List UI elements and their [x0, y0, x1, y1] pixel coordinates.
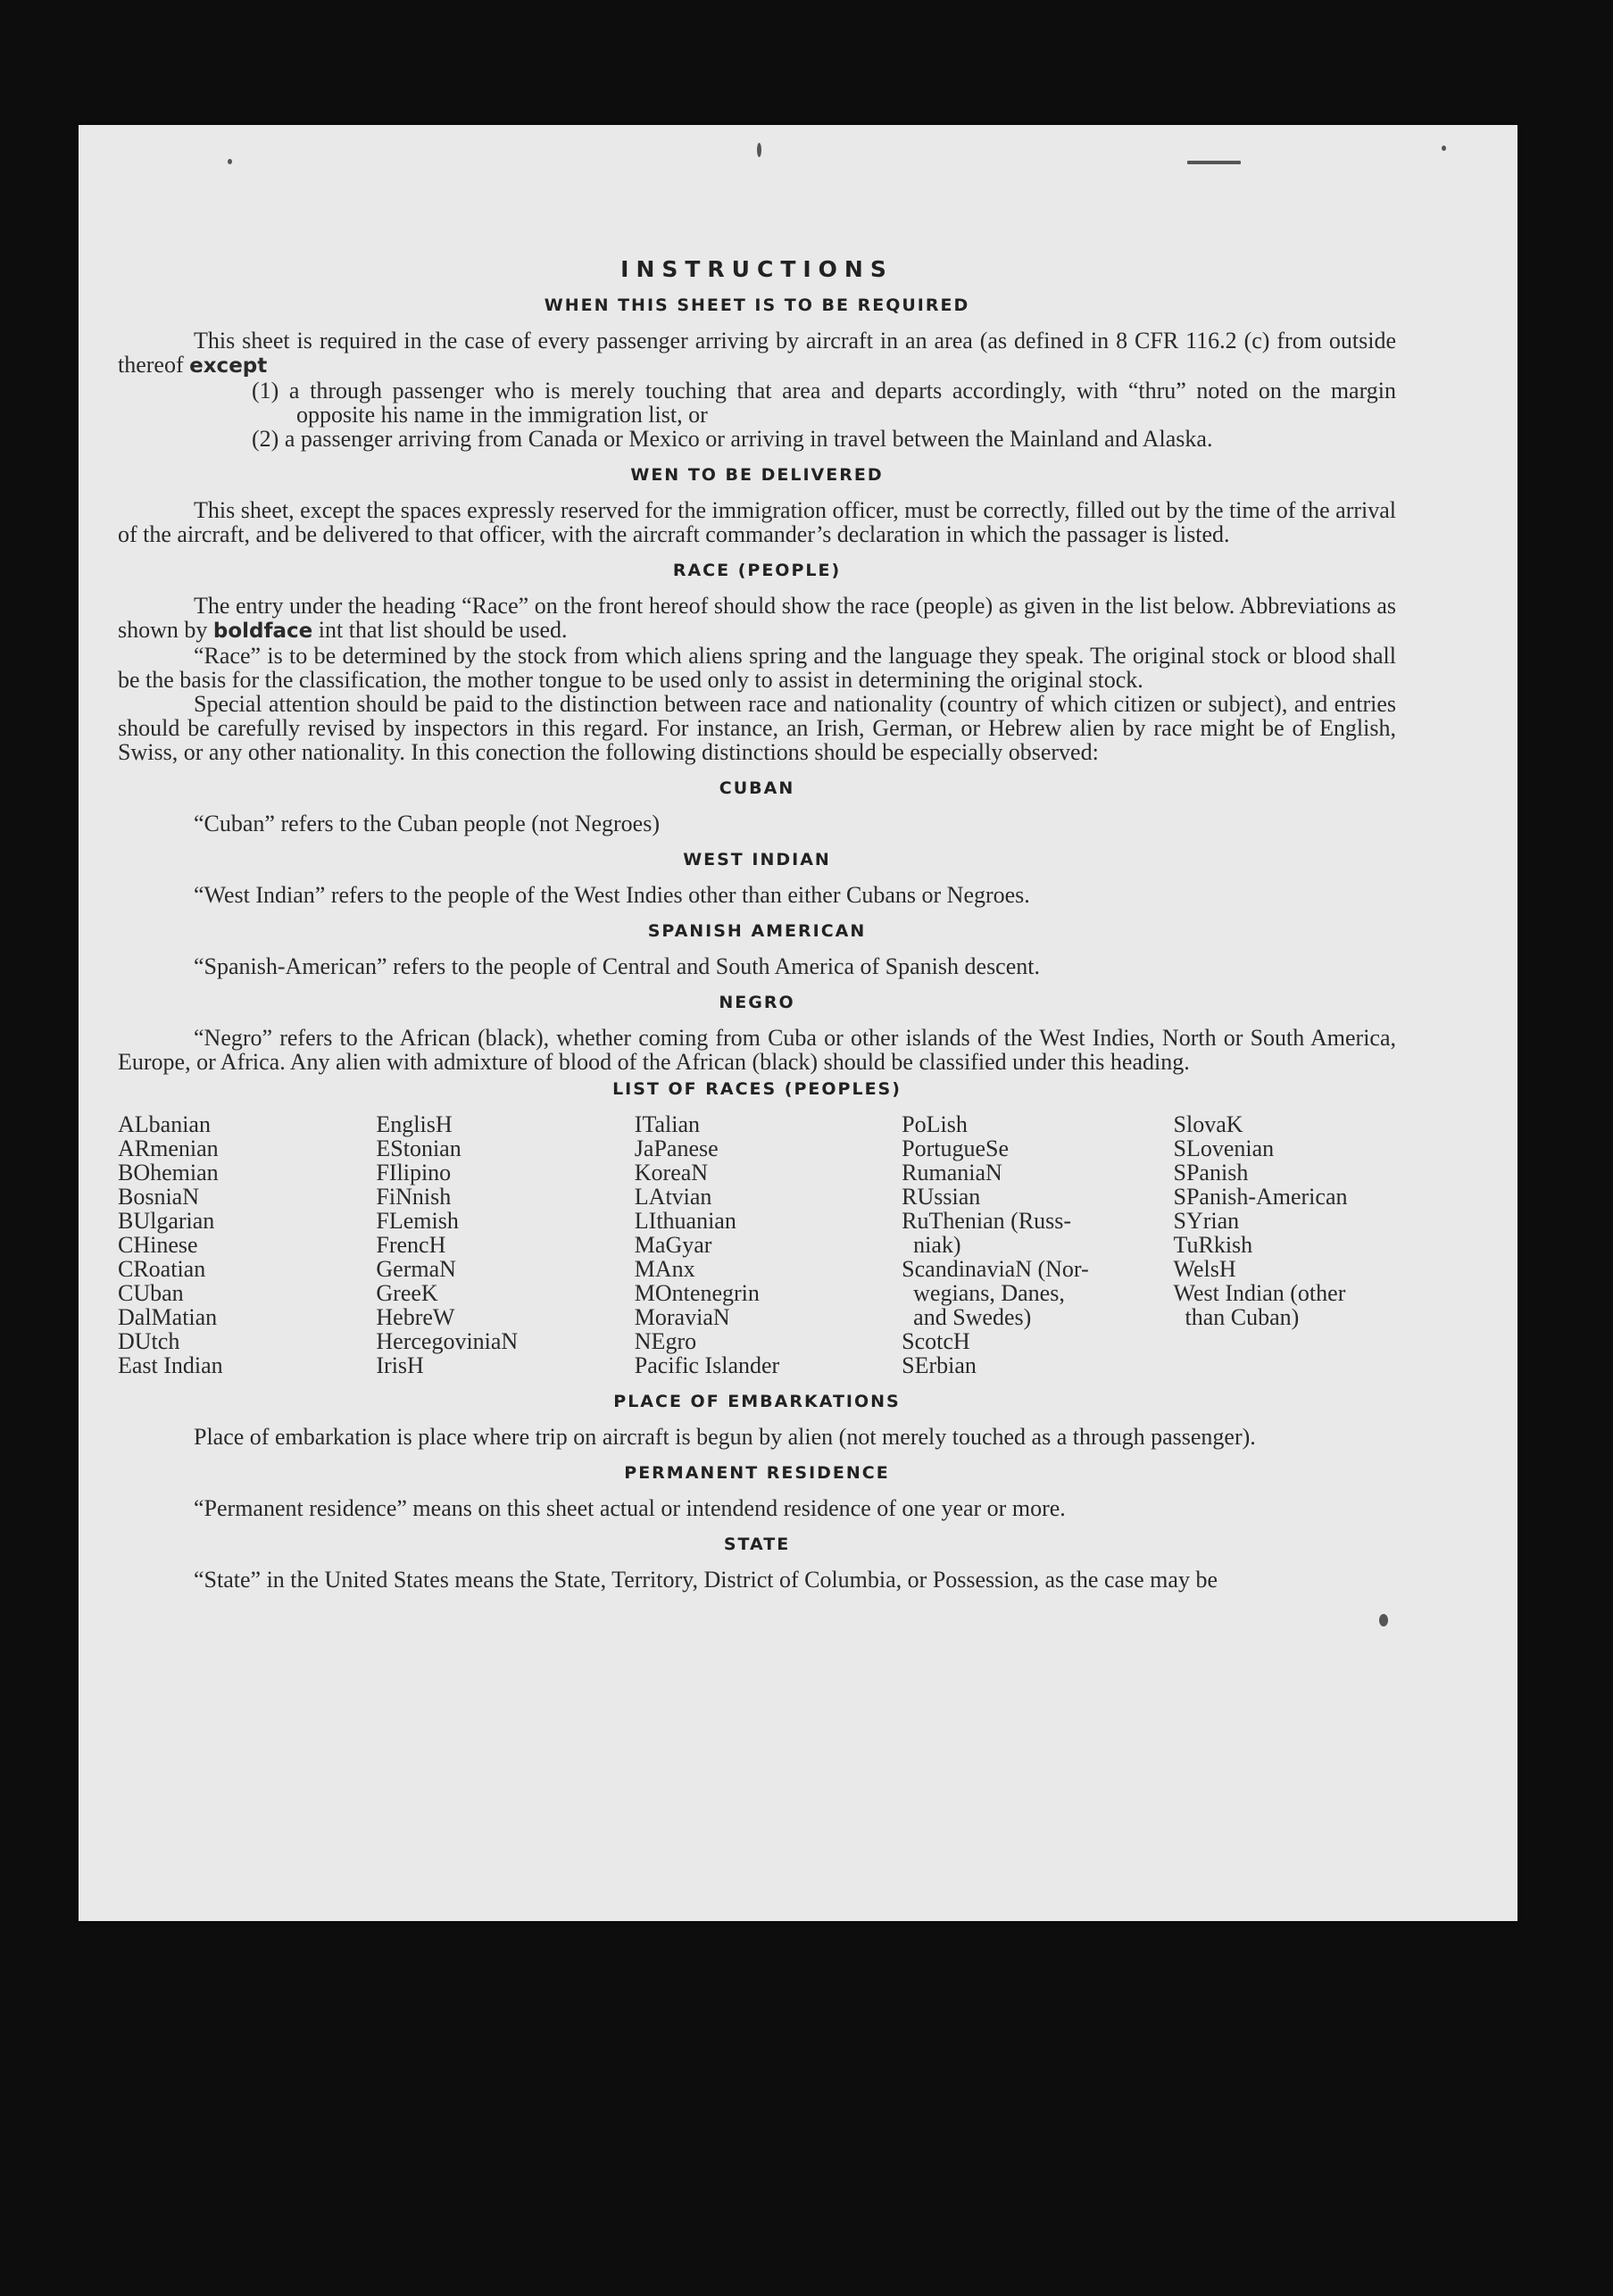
race-entry: DalMatian	[118, 1304, 218, 1330]
race-entry: SlovaK	[1173, 1111, 1243, 1137]
when-required-intro: This sheet is required in the case of every passenger arriving by aircraft in an area (as defined in 8 CFR 116.2 (c) from outside thereof except	[118, 328, 1396, 378]
race-entry: SYrian	[1173, 1208, 1240, 1234]
race-entry: West Indian (other	[1173, 1280, 1346, 1306]
race-entry: HercegoviniaN	[376, 1328, 519, 1354]
race-column-3	[635, 1112, 902, 1377]
race-entry: FrencH	[376, 1232, 446, 1258]
embarkation-text: Place of embarkation is place where trip on aircraft is begun by alien (not merely touched as a through passenger).	[194, 1424, 1256, 1450]
race-entry: BosniaN	[118, 1184, 199, 1210]
race-paragraph-2: “Race” is to be determined by the stock from which aliens spring and the language they speak. The original stock or blood shall be the basis for the classification, the mother tongue to be used only to assist in determining the original stock.	[118, 643, 1396, 693]
when-delivered-text: This sheet, except the spaces expressly reserved for the immigration officer, must be correctly, filled out by the time of the arrival of the aircraft, and be delivered to that officer, with the aircraft commander’s declaration in which the passager is listed.	[118, 497, 1396, 547]
race-entry: niak)	[902, 1232, 961, 1258]
boldface-emphasis: boldface	[212, 620, 313, 643]
race-entry: CRoatian	[118, 1256, 206, 1282]
heading-negro: NEGRO	[719, 993, 795, 1012]
race-entry: PortugueSe	[902, 1136, 1010, 1161]
race-entry: LAtvian	[634, 1184, 712, 1210]
race-entry: SPanish-American	[1173, 1184, 1348, 1210]
race-paragraph-1: The entry under the heading “Race” on the front hereof should show the race (people) as given in the list below. Abbreviations as shown by boldface int that list should be used.	[118, 593, 1396, 643]
document-title: INSTRUCTIONS	[620, 256, 894, 282]
scan-speck	[757, 143, 761, 157]
negro-text: “Negro” refers to the African (black), whether coming from Cuba or other islands of the West Indies, North or South America, Europe, or Africa. Any alien with admixture of blood of the African (black) should be classified under this heading.	[118, 1025, 1396, 1075]
race-entry: GermaN	[376, 1256, 456, 1282]
race-entry: NEgro	[634, 1328, 697, 1354]
race-entry: EnglisH	[376, 1111, 453, 1137]
race-entry: wegians, Danes,	[902, 1280, 1065, 1306]
race-entry: FLemish	[376, 1208, 459, 1234]
race-entry: PoLish	[902, 1111, 968, 1137]
heading-embarkation: PLACE OF EMBARKATIONS	[613, 1392, 901, 1411]
race-entry: MOntenegrin	[634, 1280, 760, 1306]
document-content	[118, 243, 1396, 1592]
race-entry: RuThenian (Russ-	[902, 1208, 1072, 1234]
permanent-residence-text: “Permanent residence” means on this sheet actual or intendend residence of one year or more.	[194, 1495, 1066, 1521]
cuban-text: “Cuban” refers to the Cuban people (not Negroes)	[194, 811, 660, 836]
west-indian-text: “West Indian” refers to the people of the West Indies other than either Cubans or Negroes.	[194, 882, 1030, 908]
state-text: “State” in the United States means the State, Territory, District of Columbia, or Possession, as the case may be	[194, 1567, 1218, 1593]
race-entry: MaGyar	[634, 1232, 712, 1258]
spanish-american-text: “Spanish-American” refers to the people of Central and South America of Spanish descent.	[194, 953, 1040, 979]
race-entry: SPanish	[1173, 1160, 1249, 1185]
race-entry: GreeK	[376, 1280, 438, 1306]
race-entry: WelsH	[1173, 1256, 1236, 1282]
race-entry: RumaniaN	[902, 1160, 1002, 1185]
race-entry: KoreaN	[634, 1160, 709, 1185]
race-entry: FiNnish	[376, 1184, 452, 1210]
race-entry: BOhemian	[118, 1160, 219, 1185]
race-entry: CHinese	[118, 1232, 198, 1258]
race-entry: SErbian	[902, 1352, 977, 1378]
heading-list-of-races: LIST OF RACES (PEOPLES)	[612, 1079, 902, 1099]
heading-spanish-american: SPANISH AMERICAN	[647, 921, 867, 941]
race-column-1	[118, 1112, 376, 1377]
scan-speck	[1442, 146, 1446, 151]
race-list	[118, 1112, 1396, 1377]
race-entry: MoraviaN	[634, 1304, 730, 1330]
heading-when-delivered: WEN TO BE DELIVERED	[630, 465, 884, 485]
race-entry: HebreW	[376, 1304, 455, 1330]
race-entry: TuRkish	[1173, 1232, 1253, 1258]
race-entry: ScandinaviaN (Nor-	[902, 1256, 1089, 1282]
heading-state: STATE	[723, 1535, 791, 1554]
when-required-item-1: (1) a through passenger who is merely touching that area and departs accordingly, with “thru” noted on the margin opposite his name in the immigration list, or	[252, 378, 1396, 428]
race-entry: IrisH	[376, 1352, 424, 1378]
race-entry: JaPanese	[634, 1136, 719, 1161]
heading-race: RACE (PEOPLE)	[672, 561, 842, 580]
race-entry: ITalian	[634, 1111, 701, 1137]
race-entry: DUtch	[118, 1328, 180, 1354]
race-entry: EStonian	[376, 1136, 461, 1161]
race-column-2	[376, 1112, 634, 1377]
race-entry: BUlgarian	[118, 1208, 215, 1234]
race-entry: East Indian	[118, 1352, 223, 1378]
race-entry: ALbanian	[118, 1111, 211, 1137]
heading-west-indian: WEST INDIAN	[683, 850, 831, 869]
race-entry: FIlipino	[376, 1160, 452, 1185]
race-entry: LIthuanian	[634, 1208, 736, 1234]
heading-permanent-residence: PERMANENT RESIDENCE	[624, 1463, 890, 1483]
race-entry: ARmenian	[118, 1136, 219, 1161]
scan-speck	[1379, 1614, 1388, 1626]
scan-speck	[1187, 161, 1241, 164]
race-entry: MAnx	[634, 1256, 695, 1282]
race-entry: CUban	[118, 1280, 184, 1306]
race-entry: SLovenian	[1173, 1136, 1275, 1161]
heading-when-required: WHEN THIS SHEET IS TO BE REQUIRED	[544, 295, 970, 315]
scan-speck	[228, 159, 232, 164]
race-entry: Pacific Islander	[634, 1352, 780, 1378]
race-column-5	[1174, 1112, 1396, 1377]
except-emphasis: except	[189, 354, 268, 378]
when-required-item-2: (2) a passenger arriving from Canada or Mexico or arriving in travel between the Mainland and Alaska.	[252, 426, 1213, 452]
race-entry: ScotcH	[902, 1328, 970, 1354]
race-paragraph-3: Special attention should be paid to the distinction between race and nationality (country of which citizen or subject), and entries should be carefully revised by inspectors in this regard. For instance, an Irish, German, or Hebrew alien by race might be of English, Swiss, or any other nationality. In this conection the following distinctions should be especially observed:	[118, 691, 1396, 765]
heading-cuban: CUBAN	[719, 778, 795, 798]
race-entry: and Swedes)	[902, 1304, 1032, 1330]
race-entry: RUssian	[902, 1184, 981, 1210]
race-column-4	[902, 1112, 1173, 1377]
race-entry: than Cuban)	[1173, 1304, 1300, 1330]
